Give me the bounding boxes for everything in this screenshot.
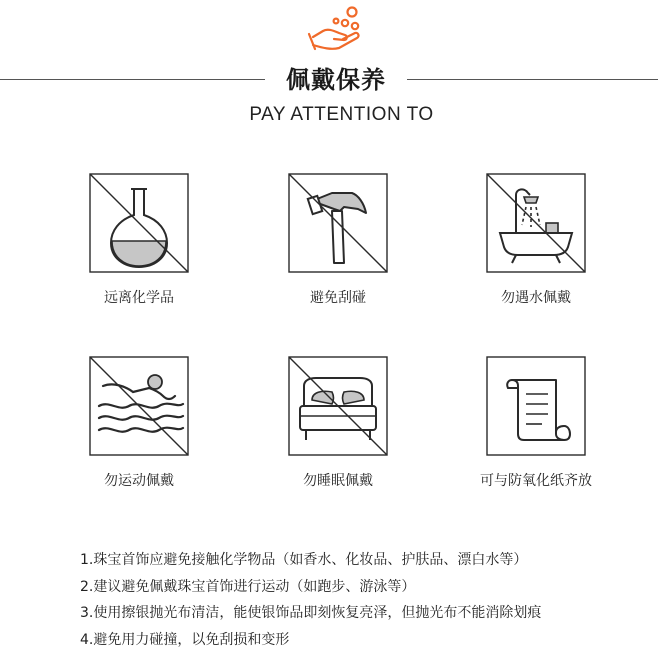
header-rule-left — [0, 79, 265, 80]
tip-label-sleep: 勿睡眠佩戴 — [303, 473, 373, 489]
tip-card-scratch — [288, 173, 388, 273]
page-subtitle: PAY ATTENTION TO — [249, 104, 434, 125]
tip-card-sleep — [288, 356, 388, 456]
care-note: 1.珠宝首饰应避免接触化学物品（如香水、化妆品、护肤品、漂白水等） — [80, 552, 528, 568]
bed-icon — [288, 356, 388, 456]
tip-card-water — [486, 173, 586, 273]
tip-label-chemicals: 远离化学品 — [104, 290, 174, 306]
tip-card-paper — [486, 356, 586, 456]
tip-label-sports: 勿运动佩戴 — [104, 473, 174, 489]
header-rule-right — [407, 79, 658, 80]
hammer-icon — [288, 173, 388, 273]
tip-label-paper: 可与防氧化纸齐放 — [480, 473, 592, 489]
bathtub-shower-icon — [486, 173, 586, 273]
tip-card-sports — [89, 356, 189, 456]
tip-label-water: 勿遇水佩戴 — [501, 290, 571, 306]
care-note: 3.使用擦银抛光布清洁，能使银饰品即刻恢复亮泽，但抛光布不能消除划痕 — [80, 605, 542, 622]
paper-scroll-icon — [486, 356, 586, 456]
page-title: 佩戴保养 — [286, 66, 386, 94]
care-note: 4.避免用力碰撞，以免刮损和变形 — [80, 631, 290, 648]
tip-label-scratch: 避免刮碰 — [310, 290, 366, 306]
chemical-flask-icon — [89, 173, 189, 273]
care-note: 2.建议避免佩戴珠宝首饰进行运动（如跑步、游泳等） — [80, 578, 416, 595]
hand-with-bubbles-icon — [305, 4, 365, 60]
tip-card-chemicals — [89, 173, 189, 273]
care-notes — [80, 547, 541, 653]
swimmer-icon — [89, 356, 189, 456]
